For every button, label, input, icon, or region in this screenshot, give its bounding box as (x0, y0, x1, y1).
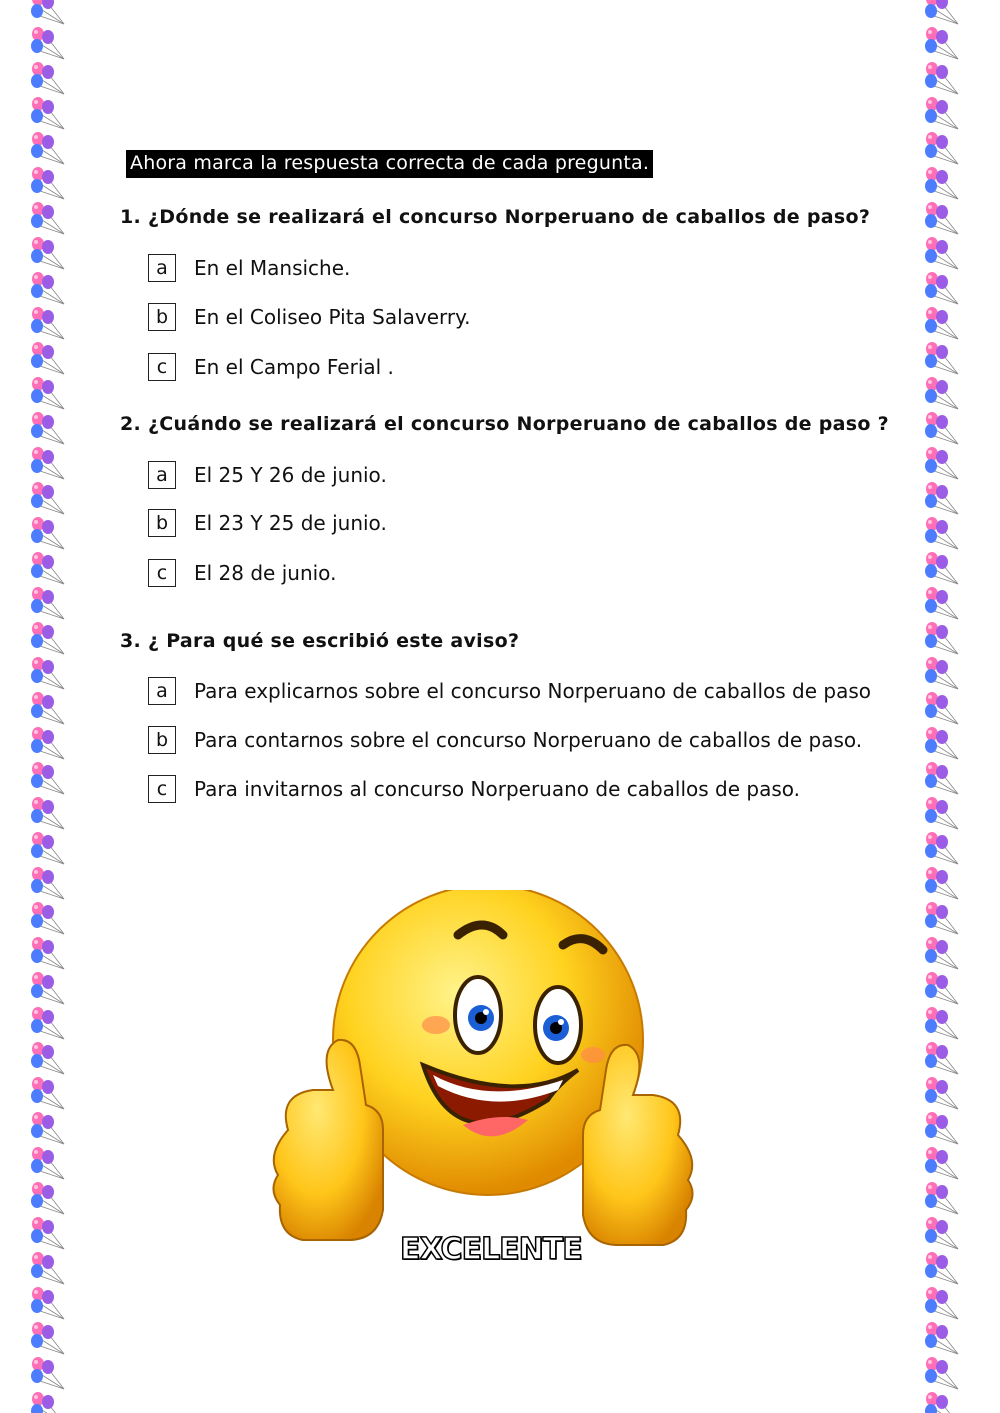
option-text: El 25 Y 26 de junio. (194, 463, 387, 487)
question-3-option-b[interactable] (148, 725, 862, 755)
balloon-cluster-icon (922, 865, 962, 900)
balloon-cluster-icon (28, 1075, 68, 1110)
balloon-cluster-icon (922, 760, 962, 795)
option-checkbox[interactable]: a (148, 461, 176, 489)
option-text: Para invitarnos al concurso Norperuano de caballos de paso. (194, 777, 801, 801)
balloon-cluster-icon (28, 585, 68, 620)
option-text: Para contarnos sobre el concurso Norperuano de caballos de paso. (194, 728, 863, 752)
balloon-cluster-icon (922, 95, 962, 130)
option-text: El 23 Y 25 de junio. (194, 511, 387, 535)
balloon-cluster-icon (922, 970, 962, 1005)
balloon-cluster-icon (922, 1390, 962, 1413)
balloon-cluster-icon (28, 865, 68, 900)
balloon-cluster-icon (28, 25, 68, 60)
balloon-cluster-icon (922, 270, 962, 305)
balloon-cluster-icon (28, 340, 68, 375)
option-checkbox[interactable]: c (148, 775, 176, 803)
balloon-cluster-icon (922, 655, 962, 690)
question-2-option-b[interactable] (148, 508, 387, 538)
balloon-cluster-icon (922, 375, 962, 410)
balloon-cluster-icon (28, 1215, 68, 1250)
option-checkbox[interactable]: b (148, 509, 176, 537)
smiley-face-icon (258, 890, 708, 1280)
balloon-cluster-icon (28, 200, 68, 235)
balloon-cluster-icon (922, 480, 962, 515)
option-text: El 28 de junio. (194, 561, 337, 585)
option-checkbox[interactable]: b (148, 726, 176, 754)
balloon-cluster-icon (28, 130, 68, 165)
balloon-cluster-icon (922, 1320, 962, 1355)
balloon-cluster-icon (922, 1145, 962, 1180)
balloon-cluster-icon (28, 690, 68, 725)
balloon-cluster-icon (28, 375, 68, 410)
balloon-cluster-icon (922, 1215, 962, 1250)
balloon-cluster-icon (922, 1110, 962, 1145)
question-2-option-a[interactable] (148, 460, 387, 490)
balloon-cluster-icon (28, 445, 68, 480)
question-1-option-a[interactable] (148, 253, 350, 283)
balloon-cluster-icon (922, 935, 962, 970)
balloon-cluster-icon (922, 830, 962, 865)
balloon-cluster-icon (922, 1005, 962, 1040)
question-3-option-c[interactable] (148, 774, 800, 804)
option-checkbox[interactable]: a (148, 677, 176, 705)
question-3: 3. ¿ Para qué se escribió este aviso? (120, 630, 520, 652)
balloon-cluster-icon (28, 0, 68, 25)
balloon-cluster-icon (28, 725, 68, 760)
right-balloon-border (922, 0, 962, 1413)
balloon-cluster-icon (922, 200, 962, 235)
excelente-caption: EXCELENTE (400, 1232, 582, 1267)
option-checkbox[interactable]: b (148, 303, 176, 331)
option-text: En el Campo Ferial . (194, 355, 394, 379)
balloon-cluster-icon (28, 410, 68, 445)
balloon-cluster-icon (922, 340, 962, 375)
balloon-cluster-icon (28, 305, 68, 340)
balloon-cluster-icon (28, 60, 68, 95)
option-checkbox[interactable]: c (148, 353, 176, 381)
balloon-cluster-icon (922, 1285, 962, 1320)
balloon-cluster-icon (28, 1145, 68, 1180)
question-1: 1. ¿Dónde se realizará el concurso Norperuano de caballos de paso? (120, 206, 871, 228)
balloon-cluster-icon (922, 550, 962, 585)
balloon-cluster-icon (28, 1110, 68, 1145)
option-checkbox[interactable]: a (148, 254, 176, 282)
balloon-cluster-icon (28, 1285, 68, 1320)
balloon-cluster-icon (922, 235, 962, 270)
balloon-cluster-icon (28, 95, 68, 130)
balloon-cluster-icon (922, 165, 962, 200)
balloon-cluster-icon (922, 1355, 962, 1390)
instructions-heading: Ahora marca la respuesta correcta de cada pregunta. (126, 150, 653, 178)
balloon-cluster-icon (28, 1250, 68, 1285)
balloon-cluster-icon (28, 900, 68, 935)
balloon-cluster-icon (922, 1250, 962, 1285)
balloon-cluster-icon (28, 1320, 68, 1355)
balloon-cluster-icon (28, 1005, 68, 1040)
balloon-cluster-icon (28, 655, 68, 690)
balloon-cluster-icon (922, 445, 962, 480)
balloon-cluster-icon (28, 1040, 68, 1075)
option-text: En el Mansiche. (194, 256, 351, 280)
balloon-cluster-icon (28, 970, 68, 1005)
balloon-cluster-icon (28, 830, 68, 865)
balloon-cluster-icon (28, 760, 68, 795)
balloon-cluster-icon (922, 130, 962, 165)
balloon-cluster-icon (922, 0, 962, 25)
left-balloon-border (28, 0, 68, 1413)
question-1-option-b[interactable] (148, 302, 471, 332)
balloon-cluster-icon (922, 690, 962, 725)
balloon-cluster-icon (922, 1040, 962, 1075)
balloon-cluster-icon (28, 795, 68, 830)
balloon-cluster-icon (28, 235, 68, 270)
balloon-cluster-icon (922, 900, 962, 935)
question-2-option-c[interactable] (148, 558, 336, 588)
balloon-cluster-icon (28, 515, 68, 550)
option-checkbox[interactable]: c (148, 559, 176, 587)
balloon-cluster-icon (28, 1390, 68, 1413)
balloon-cluster-icon (28, 935, 68, 970)
balloon-cluster-icon (922, 515, 962, 550)
balloon-cluster-icon (922, 25, 962, 60)
balloon-cluster-icon (28, 165, 68, 200)
balloon-cluster-icon (922, 620, 962, 655)
balloon-cluster-icon (28, 1180, 68, 1215)
balloon-cluster-icon (28, 620, 68, 655)
balloon-cluster-icon (922, 1075, 962, 1110)
balloon-cluster-icon (922, 60, 962, 95)
balloon-cluster-icon (28, 480, 68, 515)
balloon-cluster-icon (922, 795, 962, 830)
balloon-cluster-icon (922, 1180, 962, 1215)
option-text: Para explicarnos sobre el concurso Norperuano de caballos de paso (194, 679, 871, 703)
question-3-option-a[interactable] (148, 676, 918, 706)
balloon-cluster-icon (922, 585, 962, 620)
thumbs-up-smiley-image (258, 890, 708, 1280)
balloon-cluster-icon (28, 1355, 68, 1390)
balloon-cluster-icon (28, 270, 68, 305)
balloon-cluster-icon (922, 410, 962, 445)
balloon-cluster-icon (922, 725, 962, 760)
question-2: 2. ¿Cuándo se realizará el concurso Norperuano de caballos de paso ? (120, 413, 890, 435)
option-text: En el Coliseo Pita Salaverry. (194, 305, 471, 329)
balloon-cluster-icon (922, 305, 962, 340)
balloon-cluster-icon (28, 550, 68, 585)
question-1-option-c[interactable] (148, 352, 394, 382)
